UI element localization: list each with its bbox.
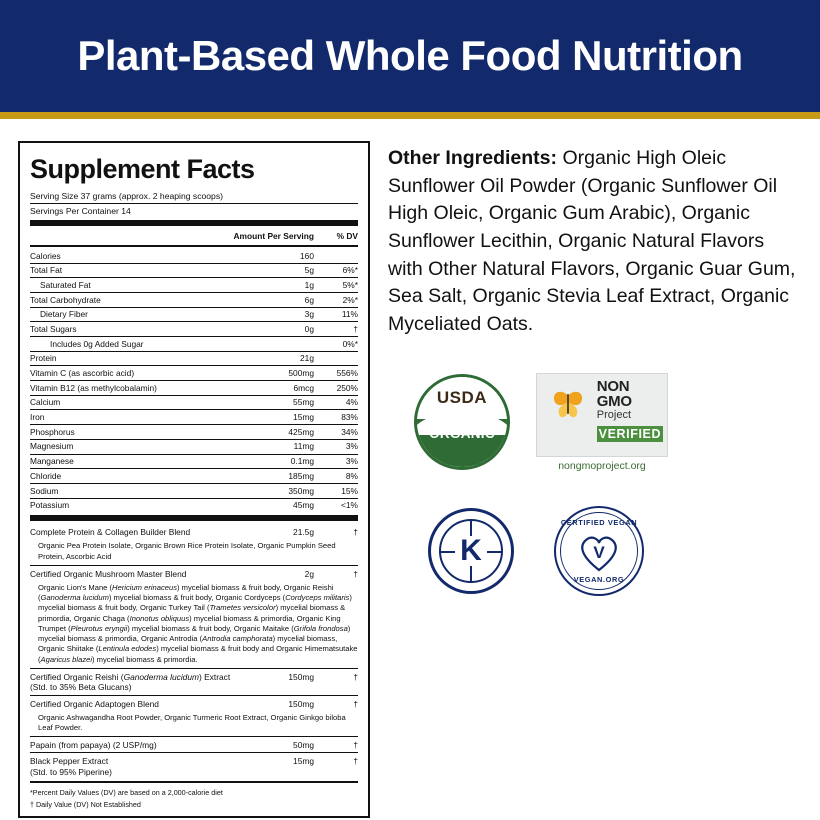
serving-size: Serving Size 37 grams (approx. 2 heaping scoops) [30,190,223,201]
blend-dv: † [314,753,358,779]
blend-amount: 21.5g [293,527,314,538]
gold-divider [0,112,820,119]
nutrient-row [30,307,358,322]
blend-detail-row [30,539,358,565]
nutrient-dv: 0%* [314,337,358,352]
non-gmo-seal [536,373,668,472]
nutrient-amount: 0g [240,322,314,337]
blend-amount: 50mg [240,737,314,753]
blend-dv: † [314,668,358,695]
blend-row [30,737,358,753]
page-title: Plant-Based Whole Food Nutrition [77,32,743,79]
usda-label: USDA [436,388,488,407]
servings-per-container: Servings Per Container 14 [30,206,131,217]
nutrient-dv: 250% [314,381,358,396]
nutrient-name: Vitamin C (as ascorbic acid) [30,366,240,381]
nutrient-amount: 11mg [240,439,314,454]
certification-seals-row-2 [388,506,802,596]
nutrient-amount: 160 [300,250,314,261]
nutrient-row [30,498,358,512]
other-ingredients [388,145,802,339]
blend-dv: † [353,527,358,538]
blend-name: Black Pepper Extract (Std. to 95% Piperine) [30,753,240,779]
nutrient-table [30,229,358,243]
blend-dv: † [314,565,358,581]
vegan-bottom-text: VEGAN.ORG [573,574,625,584]
nutrient-name: Phosphorus [30,425,240,440]
nutrient-row [30,381,358,396]
footnote-2: † Daily Value (DV) Not Established [30,800,141,810]
nutrient-amount: 3g [240,307,314,322]
nutrient-amount: 21g [240,351,314,366]
nutrient-amount [240,337,314,352]
certified-vegan-seal [554,506,644,596]
nutrient-dv [314,351,358,366]
nutrient-amount: 185mg [240,469,314,484]
nutrient-name: Potassium [30,498,240,512]
nutrient-row [30,366,358,381]
other-ingredients-text: Organic High Oleic Sunflower Oil Powder (Organic Sunflower Oil High Oleic, Organic Gum Arabic), Organic Sunflower Lecithin, Organic Natural Flavors with Other Natural Flavors, Organic Guar Gum, Sea Salt, Organic Stevia Leaf Extract, Organic Myceliated Oats. [388,147,796,336]
blend-detail: Organic Ashwagandha Root Powder, Organic Turmeric Root Extract, Organic Ginkgo biloba Leaf Powder. [38,712,346,732]
blend-detail: Organic Pea Protein Isolate, Organic Brown Rice Protein Isolate, Organic Pumpkin Seed Protein, Ascorbic Acid [38,541,336,561]
table-header-row [30,229,358,243]
nutrient-name: Iron [30,410,240,425]
supplement-facts-panel [18,141,370,818]
nutrient-row [30,425,358,440]
col-header-amount: Amount Per Serving [233,230,314,241]
nutrient-name: Chloride [30,469,240,484]
nutrient-dv: <1% [314,498,358,512]
nutrient-name: Total Sugars [30,322,240,337]
blend-amount: 150mg [240,695,314,711]
non-gmo-url: nongmoproject.org [558,459,646,472]
non-gmo-verified: VERIFIED [598,427,662,441]
nutrient-row [30,395,358,410]
nutrient-name: Protein [30,351,240,366]
nutrient-row [30,322,358,337]
blend-row [30,524,358,539]
nutrient-row [30,263,358,278]
other-ingredients-label: Other Ingredients: [388,147,558,169]
nutrient-name: Total Fat [30,263,240,278]
nutrient-row [30,454,358,469]
nutrient-dv: † [314,322,358,337]
blend-row [30,695,358,711]
nutrient-name: Total Carbohydrate [30,292,240,307]
nutrient-name: Manganese [30,454,240,469]
nutrient-name: Includes 0g Added Sugar [30,337,240,352]
nutrient-name: Vitamin B12 (as methylcobalamin) [30,381,240,396]
nutrient-amount: 1g [240,278,314,293]
nutrient-row [30,249,358,263]
blend-name: Papain (from papaya) (2 USP/mg) [30,737,240,753]
blend-row [30,753,358,779]
heart-icon [577,532,621,572]
blend-name: Certified Organic Reishi (Ganoderma lucidum) Extract (Std. to 35% Beta Glucans) [30,668,240,695]
blend-amount: 2g [240,565,314,581]
nutrient-amount: 55mg [240,395,314,410]
header-band [0,0,820,112]
butterfly-icon [551,390,585,420]
blend-name: Certified Organic Mushroom Master Blend [30,565,240,581]
nutrient-dv: 5%* [314,278,358,293]
nutrient-dv: 3% [314,439,358,454]
nutrient-row [30,469,358,484]
blend-detail-row [30,711,358,737]
main-content [0,119,820,818]
nutrient-dv: 3% [314,454,358,469]
blend-row [30,668,358,695]
nutrient-row [30,483,358,498]
usda-organic-seal [414,374,510,470]
blend-amount: 15mg [240,753,314,779]
right-column [388,141,802,818]
nutrient-dv: 83% [314,410,358,425]
kosher-seal [428,508,514,594]
blend-detail: Organic Lion's Mane (Hericium erinaceus) mycelial biomass & fruit body, Organic Reishi (Ganoderma lucidum) mycelial biomass & fruit body, Organic Cordyceps (Cordyceps militaris) mycelial biomass & fruit body, Organic Turkey Tail (Trametes versicolor) mycelial biomass & primordia, Organic Chaga (Inonotus obliquus) mycelial biomass & primordia, Organic King Trumpet (Pleurotus eryngii) mycelial biomass & fruit body, Organic Maitake (Grifola frondosa) mycelial biomass & primordia, Organic Antrodia (Antrodia camphorata) mycelial biomass, Organic Shiitake (Lentinula edodes) mycelial biomass & fruit body and Organic Himematsutake (Agaricus blazei) mycelial biomass & primordia. [38,582,358,664]
nutrient-dv: 11% [314,307,358,322]
nutrient-row [30,410,358,425]
nutrient-name: Saturated Fat [30,278,240,293]
supplement-facts-title: Supplement Facts [30,154,255,184]
non-gmo-line2: GMO [596,392,632,410]
blend-dv: † [314,695,358,711]
nutrient-dv: 4% [314,395,358,410]
blend-rows [30,524,358,779]
nutrient-amount: 500mg [240,366,314,381]
blend-name: Certified Organic Adaptogen Blend [30,695,240,711]
nutrient-amount: 45mg [240,498,314,512]
non-gmo-badge [536,373,668,457]
certification-seals-row-1 [388,373,802,472]
nutrient-dv [314,249,358,263]
nutrient-row [30,439,358,454]
nutrient-amount: 15mg [240,410,314,425]
nutrient-amount: 6g [240,292,314,307]
col-header-dv: % DV [336,230,358,241]
blend-detail-row [30,581,358,669]
svg-text:V: V [593,542,605,562]
nutrient-row [30,337,358,352]
nutrient-amount: 350mg [240,483,314,498]
non-gmo-right [597,374,667,456]
nutrient-name: Dietary Fiber [30,307,240,322]
nutrient-dv: 556% [314,366,358,381]
blend-dv: † [314,737,358,753]
nutrient-row [30,278,358,293]
nutrient-name: Calories [30,250,61,261]
nutrient-name: Calcium [30,395,240,410]
nutrient-rows [30,249,358,512]
nutrient-row [30,351,358,366]
nutrient-dv: 34% [314,425,358,440]
nutrient-amount: 425mg [240,425,314,440]
non-gmo-line1: NON [596,377,630,395]
blend-row [30,565,358,581]
nutrient-name: Sodium [30,483,240,498]
blend-name: Complete Protein & Collagen Builder Blend [30,527,191,538]
nutrient-name: Magnesium [30,439,240,454]
non-gmo-line3: Project [596,408,632,421]
kosher-letter: K [455,536,487,566]
vegan-top-text: CERTIFIED VEGAN [560,517,638,527]
footnote-1: *Percent Daily Values (DV) are based on a 2,000-calorie diet [30,787,223,797]
nutrient-dv: 6%* [314,263,358,278]
nutrient-amount: 0.1mg [240,454,314,469]
non-gmo-left [537,374,597,456]
nutrient-dv: 8% [314,469,358,484]
nutrient-dv: 15% [314,483,358,498]
blend-amount: 150mg [240,668,314,695]
nutrient-amount: 5g [240,263,314,278]
nutrient-amount: 6mcg [240,381,314,396]
nutrient-dv: 2%* [314,292,358,307]
nutrient-row [30,292,358,307]
